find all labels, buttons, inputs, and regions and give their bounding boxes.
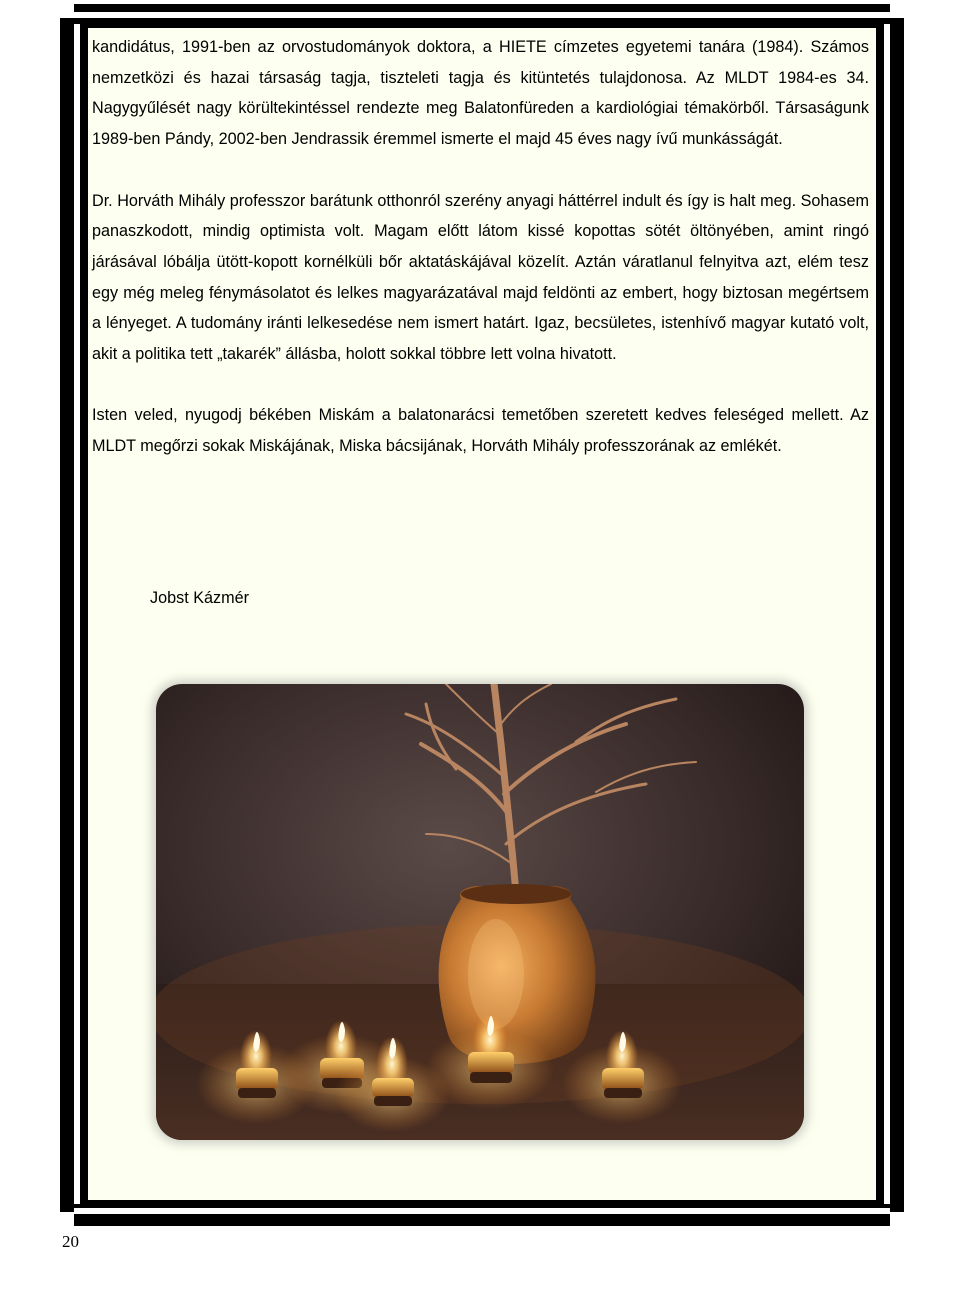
memorial-candles-photo [156, 684, 804, 1140]
border-stripe-left [74, 24, 80, 1204]
paragraph-memories: Dr. Horváth Mihály professzor barátunk otthonról szerény anyagi háttérrel indult és így is halt meg. Sohasem panaszkodott, mindig optimista volt. Magam előtt látom kissé kopottas sötét öltönyében, amint ringó járásával lóbálja ütött-kopott kornélküli bőr aktatáskájával közelít. Aztán váratlanul felnyitva azt, elém tesz egy még meleg fénymásolatot és lelkes magyarázatával majd feldönti az embert, hogy biztosan megértsem a lényeget. A tudomány iránti lelkesedése nem ismert határt. Igaz, becsületes, istenhívő magyar kutató volt, akit a politika tett „takarék” állásba, holott sokkal többre lett volna hivatott. [92, 191, 869, 364]
signature: Jobst Kázmér [150, 589, 249, 607]
border-stripe-bottom [74, 1208, 890, 1214]
obituary-text [92, 32, 869, 493]
border-stripe-top [74, 12, 890, 18]
paragraph-career: kandidátus, 1991-ben az orvostudományok doktora, a HIETE címzetes egyetemi tanára (1984). Számos nemzetközi és hazai társaság tagja, tiszteleti tagja és kitüntetés tulajdonosa. Az MLDT 1984-es 34. Nagygyűlését nagy körültekintéssel rendezte meg Balatonfüreden a kardiológiai témakörből. Társaságunk 1989-ben Pándy, 2002-ben Jendrassik éremmel ismerte el majd 45 éves nagy ívű munkásságát. [92, 38, 869, 149]
paragraph-farewell: Isten veled, nyugodj békében Miskám a balatonarácsi temetőben szeretett kedves feleséged mellett. Az MLDT megőrzi sokak Miskájának, Miska bácsijának, Horváth Mihály professzorának az emlékét. [92, 406, 869, 456]
candles-illustration [156, 684, 804, 1140]
page-number: 20 [62, 1232, 79, 1251]
corner-notch-bottom-right [890, 1212, 904, 1226]
corner-notch-top-right [890, 4, 904, 18]
corner-notch-bottom-left [60, 1212, 74, 1226]
border-stripe-right [884, 24, 890, 1204]
corner-notch-top-left [60, 4, 74, 18]
